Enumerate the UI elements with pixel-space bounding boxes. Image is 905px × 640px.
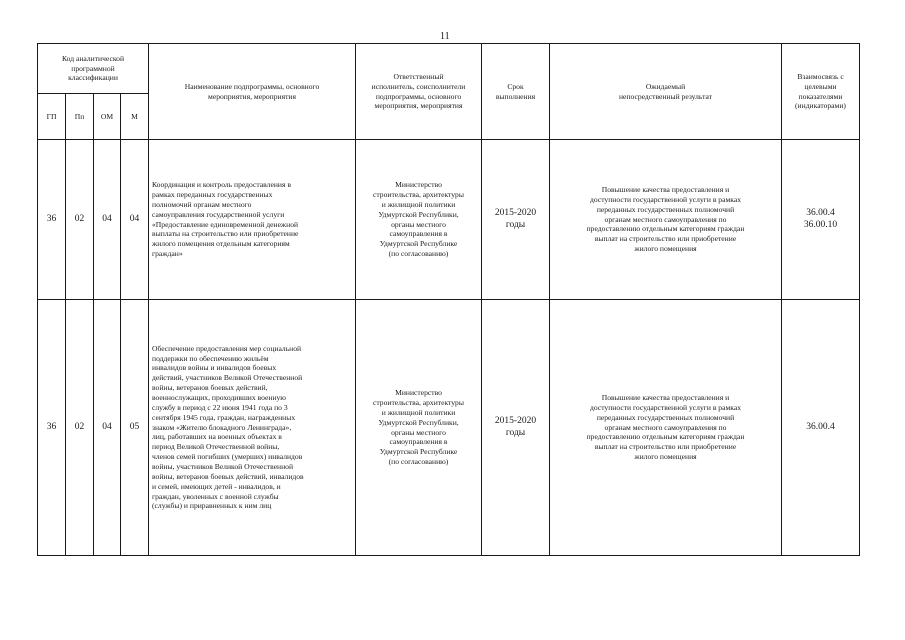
header-code-m: М <box>121 94 149 140</box>
cell-om: 04 <box>94 300 121 556</box>
text-line: годы <box>505 427 526 438</box>
text-line: граждан, уволенных с военной службы <box>152 491 279 501</box>
text-line: классификации <box>68 73 118 83</box>
text-line: непосредственный результат <box>618 91 712 101</box>
header-row-top <box>38 44 860 94</box>
cell-responsible <box>356 300 482 556</box>
cell-activity-name <box>149 300 356 556</box>
text-line: доступности государственной услуги в рамках <box>589 402 742 412</box>
page-number: 11 <box>440 31 450 42</box>
text-line: (службы) и приравненных к ним лиц <box>152 501 272 511</box>
text-line: (по согласованию) <box>388 249 449 259</box>
text-line: целевыми <box>804 81 837 91</box>
text-line: Ожидаемый <box>645 81 686 91</box>
text-line: 2015-2020 <box>494 415 537 426</box>
text-line: членов семей погибших (умерших) инвалидов <box>152 452 303 462</box>
text-line: войны, ветеранов боевых действий, <box>152 383 268 393</box>
table-row <box>38 300 860 556</box>
text-line: Срок <box>507 81 524 91</box>
text-line: Удмуртской Республике <box>379 447 458 457</box>
cell-pp: 02 <box>66 140 94 300</box>
text-line: период Великой Отечественной войны, <box>152 442 280 452</box>
text-line: исполнитель, соисполнители <box>371 81 466 91</box>
header-code-om: ОМ <box>94 94 121 140</box>
text-line: предоставлению отдельным категориям граждан <box>586 224 745 234</box>
header-classification <box>38 44 149 94</box>
text-line: переданных государственных полномочий <box>596 412 735 422</box>
text-line: жилого помещения <box>634 452 697 462</box>
text-line: «Предоставление единовременной денежной <box>152 219 299 229</box>
text-line: выплат на строительство или приобретение <box>594 234 737 244</box>
text-line: самоуправления в <box>389 229 448 239</box>
text-line: действий, участников Великой Отечественной <box>152 373 303 383</box>
cell-activity-name <box>149 140 356 300</box>
text-line: Код аналитической <box>61 53 125 63</box>
text-line: и жилищной политики <box>381 407 456 417</box>
cell-om: 04 <box>94 140 121 300</box>
text-line: подпрограммы, основного <box>375 91 462 101</box>
text-line: и семей, имеющих детей - инвалидов, и <box>152 481 281 491</box>
text-line: поддержки по обеспечению жильём <box>152 353 269 363</box>
cell-indicators <box>782 300 860 556</box>
header-code-pp: Пп <box>66 94 94 140</box>
text-line: Удмуртской Республики, <box>378 209 459 219</box>
header-expected-result <box>550 44 782 140</box>
text-line: предоставлению отдельным категориям граждан <box>586 432 745 442</box>
text-line: строительства, архитектуры <box>373 397 464 407</box>
text-line: Удмуртской Республике <box>379 239 458 249</box>
text-line: показателями <box>798 91 843 101</box>
text-line: войны, ветеранов боевых действий, инвалидов <box>152 471 304 481</box>
cell-responsible <box>356 140 482 300</box>
text-line: знаком «Жителю блокадного Ленинграда», <box>152 422 292 432</box>
text-line: службу в период с 22 июня 1941 года по 3 <box>152 402 288 412</box>
text-line: 36.00.10 <box>803 219 838 230</box>
header-indicators <box>782 44 860 140</box>
text-line: органы местного <box>391 427 446 437</box>
text-line: переданных государственных полномочий <box>596 204 735 214</box>
text-line: Ответственный <box>393 71 444 81</box>
text-line: Повышение качества предоставления и <box>601 184 730 194</box>
text-line: войны, участников Великой Отечественной <box>152 462 294 471</box>
text-line: граждан» <box>152 249 183 259</box>
text-line: лиц, работавших на военных объектах в <box>152 432 282 442</box>
text-line: выплат на строительство или приобретение <box>594 442 737 452</box>
cell-m: 04 <box>121 140 149 300</box>
cell-expected-result <box>550 300 782 556</box>
header-subprogram-name <box>149 44 356 140</box>
text-line: мероприятия, мероприятия <box>374 101 463 111</box>
text-line: органам местного самоуправления по <box>604 214 727 224</box>
text-line: программной <box>71 63 115 73</box>
text-line: годы <box>505 219 526 230</box>
header-term <box>482 44 550 140</box>
text-line: 36.00.4 <box>806 421 835 432</box>
text-line: доступности государственной услуги в рамках <box>589 194 742 204</box>
text-line: инвалидов войны и инвалидов боевых <box>152 363 277 373</box>
header-responsible <box>356 44 482 140</box>
text-line: Обеспечение предоставления мер социальной <box>152 343 302 353</box>
text-line: (по согласованию) <box>388 457 449 467</box>
text-line: (индикаторами) <box>795 101 846 111</box>
text-line: самоуправления государственной услуги <box>152 209 285 219</box>
text-line: выплаты на строительство или приобретение <box>152 229 299 239</box>
text-line: Взаимосвязь с <box>797 71 844 81</box>
text-line: Координация и контроль предоставления в <box>152 180 291 190</box>
text-line: полномочий органам местного <box>152 199 252 209</box>
text-line: самоуправления в <box>389 437 448 447</box>
text-line: и жилищной политики <box>381 199 456 209</box>
text-line: военнослужащих, проходивших военную <box>152 392 286 402</box>
text-line: сентября 1945 года, граждан, награжденных <box>152 412 296 422</box>
text-line: 36.00.4 <box>806 208 835 219</box>
cell-term <box>482 140 550 300</box>
text-line: Наименование подпрограммы, основного <box>184 81 320 91</box>
text-line: строительства, архитектуры <box>373 189 464 199</box>
cell-pp: 02 <box>66 300 94 556</box>
text-line: рамках переданных государственных <box>152 189 273 199</box>
text-line: Министерство <box>395 180 442 190</box>
table-row <box>38 140 860 300</box>
cell-gp: 36 <box>38 300 66 556</box>
text-line: жилого помещения отдельным категориям <box>152 239 290 249</box>
text-line: Министерство <box>395 388 442 398</box>
program-table <box>37 43 860 556</box>
cell-m: 05 <box>121 300 149 556</box>
text-line: выполнения <box>495 91 536 101</box>
cell-gp: 36 <box>38 140 66 300</box>
cell-expected-result <box>550 140 782 300</box>
cell-indicators <box>782 140 860 300</box>
text-line: Повышение качества предоставления и <box>601 392 730 402</box>
text-line: Удмуртской Республики, <box>378 417 459 427</box>
cell-term <box>482 300 550 556</box>
text-line: органам местного самоуправления по <box>604 422 727 432</box>
header-code-gp: ГП <box>38 94 66 140</box>
text-line: мероприятия, мероприятия <box>208 91 296 101</box>
text-line: жилого помещения <box>634 244 697 254</box>
text-line: органы местного <box>391 219 446 229</box>
text-line: 2015-2020 <box>494 207 537 218</box>
